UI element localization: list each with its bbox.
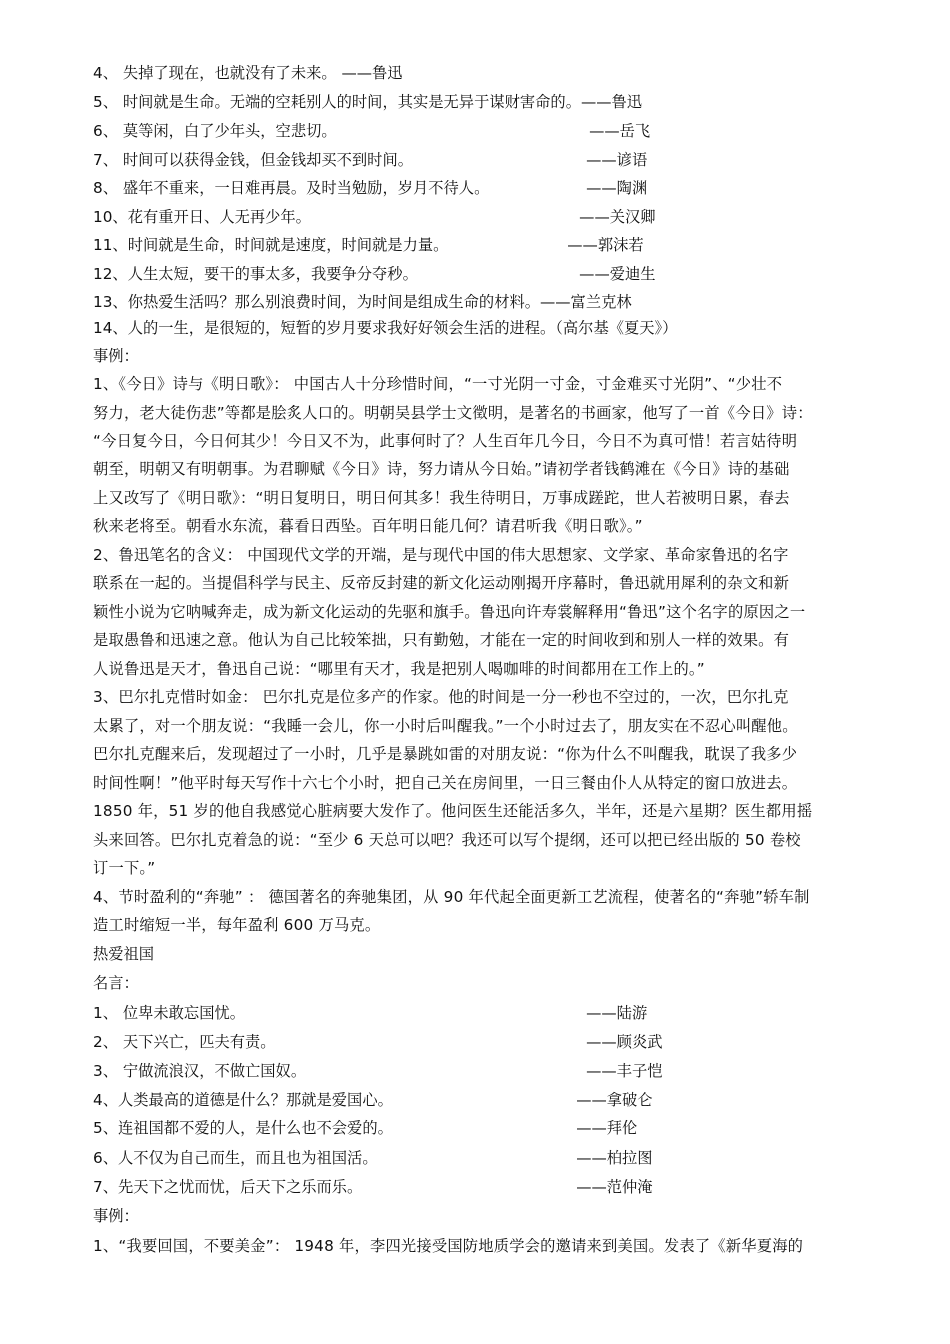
quotes-label: 名言： [93, 974, 139, 992]
paragraph-line: 1、《今日》诗与《明日歌》： 中国古人十分珍惜时间，“一寸光阴一寸金，寸金难买寸光阴”、“少壮不 [93, 375, 783, 393]
paragraph-line: 1、“我要回国，不要美金”： 1948 年，李四光接受国防地质学会的邀请来到美国。发表了《新华夏海的 [93, 1237, 804, 1255]
paragraph-line: 巴尔扎克醒来后，发现超过了一小时，几乎是暴跳如雷的对朋友说：“你为什么不叫醒我，耽误了我多少 [93, 745, 798, 763]
examples-label: 事例： [93, 1207, 139, 1225]
section-title: 热爱祖国 [93, 945, 155, 963]
paragraph-line: 2、鲁迅笔名的含义： 中国现代文学的开端，是与现代中国的伟大思想家、文学家、革命家鲁迅的名字 [93, 546, 789, 564]
quote-line: 8、 盛年不重来，一日难再晨。及时当勉励，岁月不待人。 ——陶渊 [93, 179, 648, 197]
paragraph-line: “今日复今日，今日何其少！今日又不为，此事何时了？人生百年几今日，今日不为真可惜！若言姑待明 [93, 432, 798, 450]
paragraph-line: 3、巴尔扎克惜时如金： 巴尔扎克是位多产的作家。他的时间是一分一秒也不空过的，一次，巴尔扎克 [93, 688, 789, 706]
quote-line: 4、 失掉了现在，也就没有了未来。 ——鲁迅 [93, 64, 403, 82]
paragraph-line: 秋来老将至。朝看水东流，暮看日西坠。百年明日能几何？请君听我《明日歌》。” [93, 517, 643, 535]
quote-line: 6、 莫等闲，白了少年头，空悲切。 ——岳飞 [93, 122, 651, 140]
paragraph-line: 4、节时盈利的“奔驰” ： 德国著名的奔驰集团，从 90 年代起全面更新工艺流程，使著名的“奔驰”轿车制 [93, 888, 810, 906]
paragraph-line: 人说鲁迅是天才，鲁迅自己说：“哪里有天才，我是把别人喝咖啡的时间都用在工作上的。” [93, 660, 705, 678]
quote-line: 14、人的一生，是很短的，短暂的岁月要求我好好领会生活的进程。（高尔基《夏天》） [93, 319, 678, 337]
paragraph-line: 头来回答。巴尔扎克着急的说：“至少 6 天总可以吧？我还可以写个提纲，还可以把已经出版的 50 卷校 [93, 831, 801, 849]
paragraph-line: 朝至，明朝又有明朝事。为君聊赋《今日》诗，努力请从今日始。”请初学者钱鹤滩在《今日》诗的基础 [93, 460, 790, 478]
quote-author: ——陶渊 [586, 179, 648, 197]
paragraph-line: 造工时缩短一半，每年盈利 600 万马克。 [93, 916, 381, 934]
paragraph-line: 时间性啊！”他平时每天写作十六七个小时，把自己关在房间里，一日三餐由仆人从特定的窗口放进去。 [93, 774, 798, 792]
quote-line: 13、你热爱生活吗？那么别浪费时间，为时间是组成生命的材料。——富兰克林 [93, 293, 632, 311]
quote-author: ——丰子恺 [586, 1062, 663, 1080]
quote-author: ——关汉卿 [579, 208, 656, 226]
paragraph-line: 是取愚鲁和迅速之意。他认为自己比较笨拙，只有勤勉，才能在一定的时间收到和别人一样的效果。有 [93, 631, 790, 649]
quote-author: ——陆游 [586, 1004, 648, 1022]
quote-line: 6、人不仅为自己而生，而且也为祖国活。 ——柏拉图 [93, 1149, 653, 1167]
quote-author: ——谚语 [586, 151, 648, 169]
quote-author: ——岳飞 [589, 122, 651, 140]
quote-author: ——爱迪生 [579, 265, 656, 283]
paragraph-line: 上又改写了《明日歌》：“明日复明日，明日何其多！我生待明日，万事成蹉跎，世人若被明日累，春去 [93, 489, 790, 507]
quote-line: 7、 时间可以获得金钱，但金钱却买不到时间。 ——谚语 [93, 151, 648, 169]
paragraph-line: 太累了，对一个朋友说：“我睡一会儿，你一小时后叫醒我。”一个小时过去了，朋友实在不忍心叫醒他。 [93, 717, 798, 735]
quote-author: ——范仲淹 [576, 1178, 653, 1196]
paragraph-line: 颖性小说为它呐喊奔走，成为新文化运动的先驱和旗手。鲁迅向许寿裳解释用“鲁迅”这个名字的原因之一 [93, 603, 806, 621]
quote-line: 10、花有重开日、人无再少年。 ——关汉卿 [93, 208, 656, 226]
quote-author: ——郭沫若 [567, 236, 644, 254]
quote-line: 5、连祖国都不爱的人，是什么也不会爱的。 ——拜伦 [93, 1119, 638, 1137]
quote-line: 1、 位卑未敢忘国忧。 ——陆游 [93, 1004, 648, 1022]
quote-line: 11、时间就是生命，时间就是速度，时间就是力量。 ——郭沫若 [93, 236, 644, 254]
paragraph-line: 订一下。” [93, 859, 156, 877]
quote-line: 3、 宁做流浪汉，不做亡国奴。 ——丰子恺 [93, 1062, 663, 1080]
examples-label: 事例： [93, 347, 139, 365]
quote-author: ——柏拉图 [576, 1149, 653, 1167]
quote-author: ——拜伦 [576, 1119, 638, 1137]
quote-line: 7、先天下之忧而忧，后天下之乐而乐。 ——范仲淹 [93, 1178, 653, 1196]
paragraph-line: 1850 年，51 岁的他自我感觉心脏病要大发作了。他问医生还能活多久，半年，还是六星期？医生都用摇 [93, 802, 813, 820]
quote-line: 5、 时间就是生命。无端的空耗别人的时间，其实是无异于谋财害命的。——鲁迅 [93, 93, 643, 111]
quote-line: 2、 天下兴亡，匹夫有责。 ——顾炎武 [93, 1033, 663, 1051]
paragraph-line: 努力，老大徒伤悲”等都是脍炙人口的。明朝吴县学士文徵明，是著名的书画家，他写了一首《今日》诗： [93, 404, 813, 422]
quote-author: ——顾炎武 [586, 1033, 663, 1051]
quote-line: 12、人生太短，要干的事太多，我要争分夺秒。 ——爱迪生 [93, 265, 656, 283]
quote-author: ——拿破仑 [576, 1091, 653, 1109]
paragraph-line: 联系在一起的。当提倡科学与民主、反帝反封建的新文化运动刚揭开序幕时，鲁迅就用犀利的杂文和新 [93, 574, 790, 592]
quote-line: 4、人类最高的道德是什么？那就是爱国心。 ——拿破仑 [93, 1091, 653, 1109]
